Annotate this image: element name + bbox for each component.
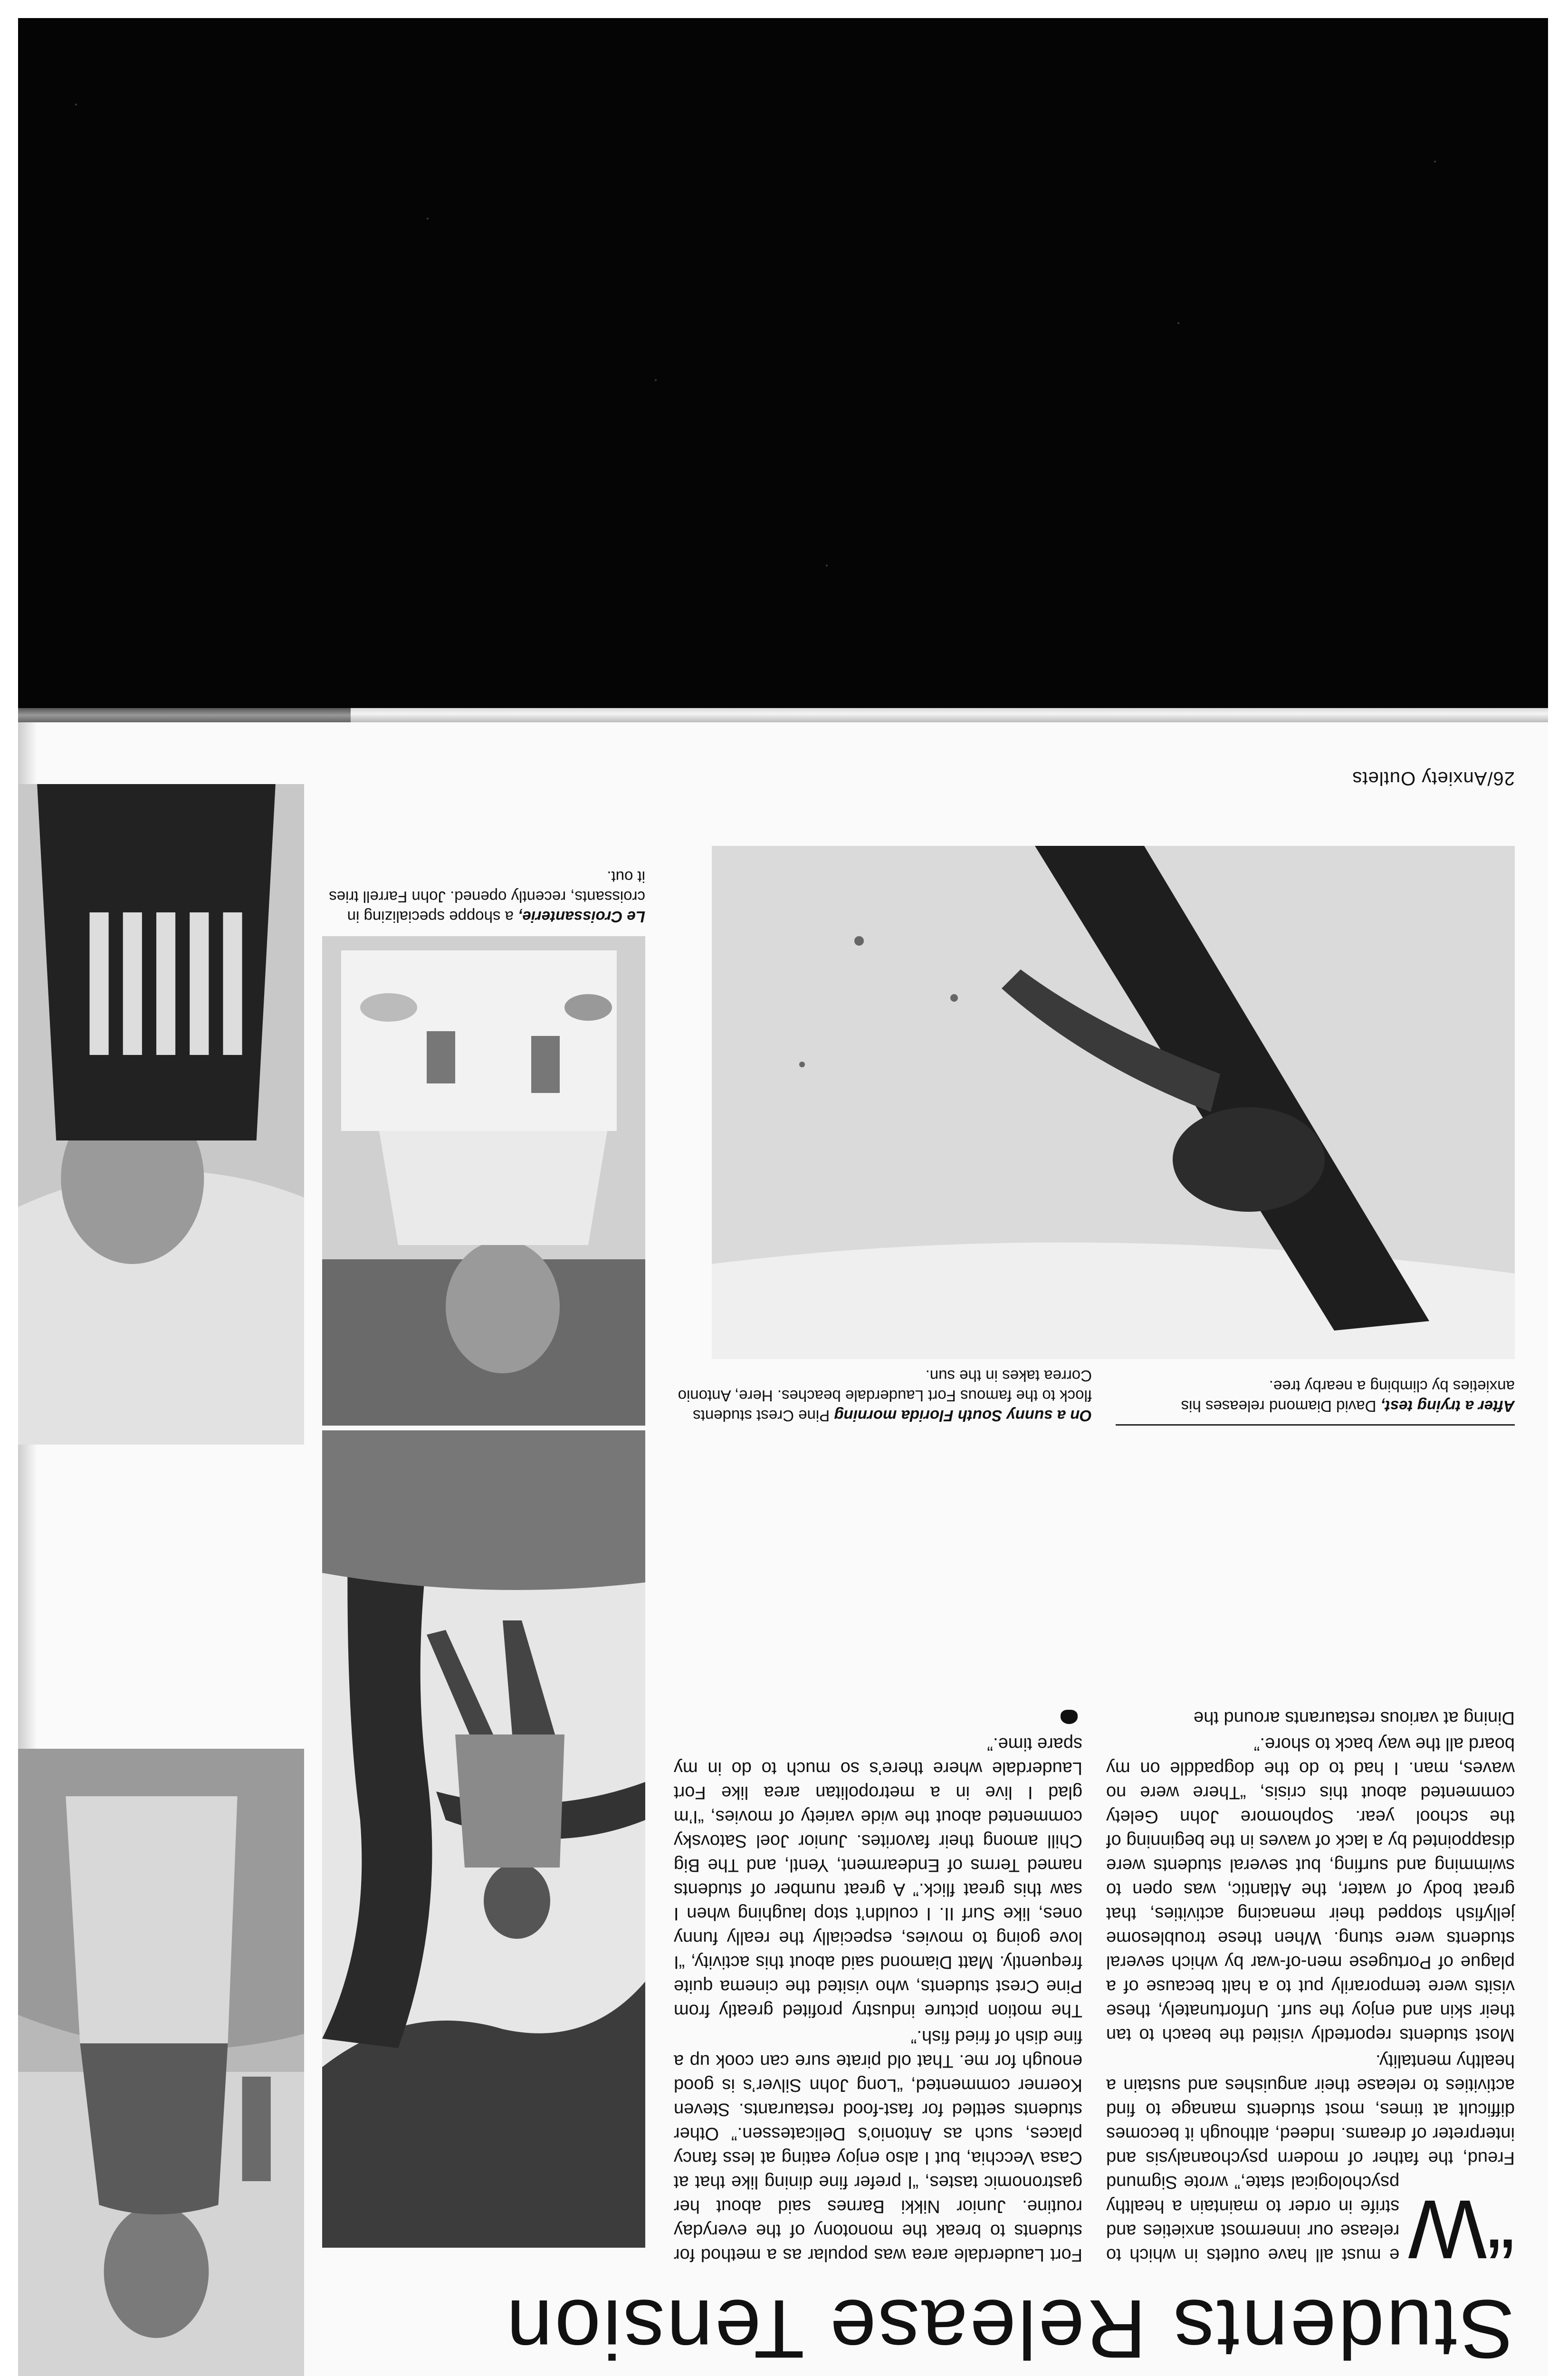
- caption-beach: [674, 1366, 1092, 1426]
- paragraph: The motion picture industry profited greatly from Pine Crest students, who visited the cinema quite frequently. Matt Diamond said about this activity, “I love going to movies, especially the really funny ones, like Surf II. I couldn’t stop laughing when I saw this great flick.” A great number of students named Terms of Endearment, Yentl, and The Big Chill among their favorites. Junior Joel Satovsky commented about the wide variety of movies, “I’m glad I live in a metropolitan area like Fort Lauderdale where there’s so much to do in my spare time.”: [674, 1734, 1082, 2021]
- paragraph: Dining at various restaurants around the: [1194, 1708, 1515, 1728]
- paragraph: Most students reportedly visited the beach to tan their skin and enjoy the surf. Unfortunately, these visits were temporarily put to a halt because of a plague of Portugese men-of-war by which several students were stung. When these troublesome jellyfish stopped their menacing activities, that great body of water, the Atlantic, was open to swimming and surfing, but several students were disappointed by a lack of waves in the beginning of the school year. Sophomore John Gelety commented about this crisis, “There were no waves, man. I had to do the dogpaddle on my board all the way back to shore.”: [1106, 1734, 1515, 2045]
- article-title: Students Release Tension: [504, 2282, 1515, 2375]
- paragraph: e must all have outlets in which to release our innermost anxieties and strife in order to maintain a healthy psychological state,” wrote Sigmund Freud, the father of modern psychoanalysis and interpreter of dreams. Indeed, although it becomes difficult at times, most students manage to find activities to release their anguishes and sustain a healthy mentality.: [1106, 2051, 1515, 2265]
- caption-tree: [1116, 1376, 1515, 1416]
- caption-lead: On a sunny South Florida morning: [834, 1407, 1092, 1425]
- caption-text: Pine Crest students flock to the famous Fort Lauderdale beaches. Here, Antonio Correa takes in the sun.: [678, 1367, 1092, 1425]
- drop-cap: “W: [1408, 2183, 1515, 2276]
- photo-girl: [18, 1749, 304, 2376]
- photo-beach: [712, 846, 1515, 1359]
- end-mark-icon: [1061, 1710, 1078, 1724]
- caption-lead: After a trying test,: [1380, 1398, 1515, 1415]
- scanner-backing: [18, 18, 1548, 712]
- paragraph: Fort Lauderdale area was popular as a method for students to break the monotony of the everyday routine. Junior Nikki Barnes said about her gastronomic tastes, “I prefer fine dining like that at Casa Vecchia, but I also enjoy eating at less fancy places, such as Antonio’s Delicatessen.” Other students settled for fast-food restaurants. Steven Koerner commented, “Long John Silver’s is good enough for me. That old pirate sure can cook up a fine dish of fried fish.”: [674, 2027, 1082, 2265]
- text-column-2: [674, 1449, 1082, 2267]
- caption-lead: Le Croissanterie,: [518, 908, 645, 926]
- yearbook-page: [18, 722, 1548, 2376]
- caption-text: David Diamond releases his anxieties by climbing a nearby tree.: [1181, 1378, 1515, 1415]
- caption-text: a shoppe specializing in croissants, recently opened. John Farrell tries it out.: [329, 868, 645, 926]
- page-folio: 26/Anxiety Outlets: [1352, 768, 1515, 789]
- photo-croissanterie: [322, 936, 645, 1426]
- page-edge-shadow: [18, 708, 351, 722]
- caption-rule: [1116, 1424, 1515, 1426]
- photo-chair: [18, 784, 304, 1445]
- text-column-1: [1106, 1449, 1515, 2276]
- caption-croissanterie: [322, 867, 645, 927]
- photo-tree-climbing: [322, 1430, 645, 2248]
